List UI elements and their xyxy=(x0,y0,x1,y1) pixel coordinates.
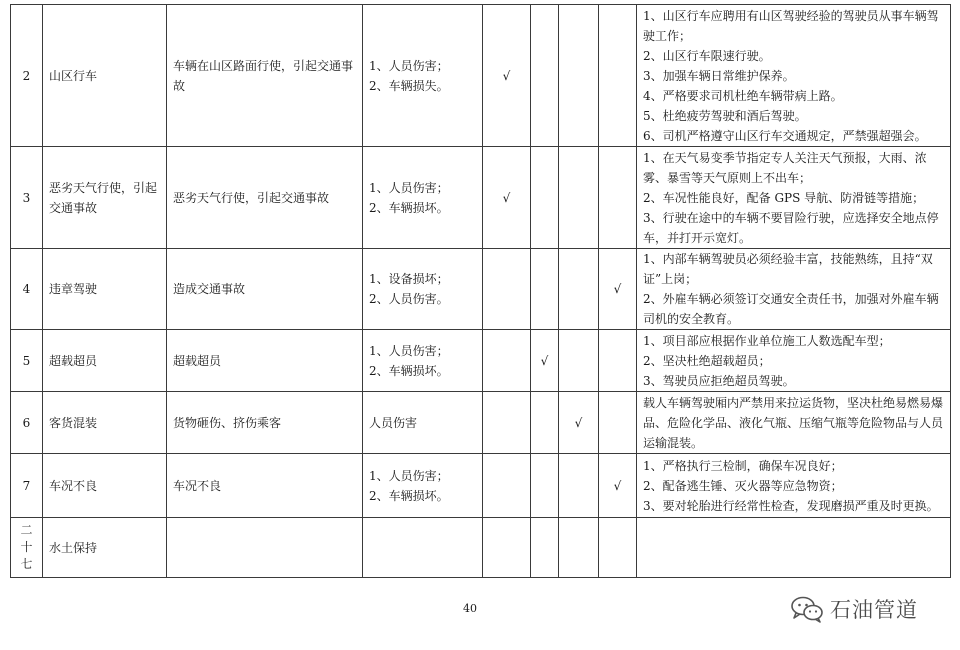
consequence: 车况不良 xyxy=(167,454,363,518)
hazard-name: 恶劣天气行使，引起交通事故 xyxy=(43,147,167,249)
empty-cell xyxy=(599,518,637,578)
risk-level-check xyxy=(599,5,637,147)
watermark-text: 石油管道 xyxy=(830,598,918,622)
table-row xyxy=(11,147,951,249)
risk-level-check xyxy=(483,392,531,454)
consequence: 恶劣天气行使，引起交通事故 xyxy=(167,147,363,249)
risk-level-check xyxy=(531,5,559,147)
risk-level-check: √ xyxy=(599,454,637,518)
empty-cell xyxy=(167,518,363,578)
risk-level-check xyxy=(599,392,637,454)
harm-list xyxy=(363,392,483,454)
measure-item: 4、严格要求司机杜绝车辆带病上路。 xyxy=(643,88,843,103)
risk-level-check xyxy=(483,454,531,518)
consequence: 造成交通事故 xyxy=(167,249,363,330)
harm-item: 1、人员伤害； xyxy=(369,468,449,483)
row-number: 4 xyxy=(11,249,43,330)
table-row xyxy=(11,5,951,147)
empty-cell xyxy=(531,518,559,578)
row-number: 5 xyxy=(11,330,43,392)
measure-item: 2、山区行车限速行驶。 xyxy=(643,48,771,63)
hazard-name: 车况不良 xyxy=(43,454,167,518)
measure-item: 1、严格执行三检制，确保车况良好； xyxy=(643,458,843,473)
empty-cell xyxy=(559,518,599,578)
risk-level-check xyxy=(599,147,637,249)
measure-item: 2、坚决杜绝超载超员； xyxy=(643,353,771,368)
row-number: 3 xyxy=(11,147,43,249)
page-number: 40 xyxy=(463,602,477,615)
harm-list xyxy=(363,147,483,249)
empty-cell xyxy=(363,518,483,578)
risk-level-check: √ xyxy=(559,392,599,454)
consequence: 超载超员 xyxy=(167,330,363,392)
risk-level-check xyxy=(531,147,559,249)
control-measures xyxy=(637,330,951,392)
risk-level-check xyxy=(559,5,599,147)
harm-item: 2、车辆损失。 xyxy=(369,78,449,93)
hazard-name: 山区行车 xyxy=(43,5,167,147)
harm-item: 1、设备损坏； xyxy=(369,272,449,286)
harm-item: 2、车辆损坏。 xyxy=(369,488,449,503)
empty-cell xyxy=(637,518,951,578)
control-measures xyxy=(637,147,951,249)
row-number: 2 xyxy=(11,5,43,147)
table-row xyxy=(11,330,951,392)
measure-item: 2、车况性能良好，配备 GPS 导航、防滑链等措施； xyxy=(643,190,925,205)
control-measures xyxy=(637,454,951,518)
row-number: 7 xyxy=(11,454,43,518)
risk-level-check xyxy=(531,249,559,330)
measure-item: 5、杜绝疲劳驾驶和酒后驾驶。 xyxy=(643,108,807,123)
harm-item: 人员伤害 xyxy=(369,415,418,430)
measure-item: 1、山区行车应聘用有山区驾驶经验的驾驶员从事车辆驾驶工作； xyxy=(643,8,939,43)
risk-level-check xyxy=(559,454,599,518)
measure-item: 1、在天气易变季节指定专人关注天气预报，大雨、浓雾、暴雪等天气原则上不出车； xyxy=(643,150,927,185)
measure-item: 3、行驶在途中的车辆不要冒险行驶，应选择安全地点停车，并打开示宽灯。 xyxy=(643,210,939,245)
watermark xyxy=(790,594,918,624)
consequence: 货物砸伤、挤伤乘客 xyxy=(167,392,363,454)
measure-item: 6、司机严格遵守山区行车交通规定，严禁强超强会。 xyxy=(643,128,927,143)
risk-level-check xyxy=(559,147,599,249)
harm-item: 2、人员伤害。 xyxy=(369,292,449,306)
harm-item: 1、人员伤害； xyxy=(369,180,449,195)
risk-level-check xyxy=(559,330,599,392)
hazard-name: 违章驾驶 xyxy=(43,249,167,330)
section-title: 水土保持 xyxy=(43,518,167,578)
empty-cell xyxy=(483,518,531,578)
hazard-name: 超载超员 xyxy=(43,330,167,392)
measure-item: 3、加强车辆日常维护保养。 xyxy=(643,68,795,83)
measure-item: 2、配备逃生锤、灭火器等应急物资； xyxy=(643,478,843,493)
harm-list xyxy=(363,330,483,392)
measure-item: 3、要对轮胎进行经常性检查，发现磨损严重及时更换。 xyxy=(643,498,939,513)
measure-item: 1、内部车辆驾驶员必须经验丰富，技能熟练，且持“双证”上岗； xyxy=(643,252,933,286)
table-row xyxy=(11,454,951,518)
control-measures xyxy=(637,5,951,147)
measure-item: 3、驾驶员应拒绝超员驾驶。 xyxy=(643,373,795,388)
risk-level-check xyxy=(483,330,531,392)
harm-item: 2、车辆损坏。 xyxy=(369,200,449,215)
table-row xyxy=(11,392,951,454)
section-row xyxy=(11,518,951,578)
table-row xyxy=(11,249,951,330)
wechat-icon xyxy=(790,595,824,623)
harm-item: 1、人员伤害； xyxy=(369,343,449,358)
control-measures xyxy=(637,392,951,454)
risk-level-check: √ xyxy=(531,330,559,392)
risk-level-check xyxy=(531,454,559,518)
measure-item: 2、外雇车辆必须签订交通安全责任书，加强对外雇车辆司机的安全教育。 xyxy=(643,292,939,326)
harm-list xyxy=(363,5,483,147)
measure-item: 载人车辆驾驶厢内严禁用来拉运货物，坚决杜绝易燃易爆品、危险化学品、液化气瓶、压缩气瓶等危险物品与人员运输混装。 xyxy=(643,395,944,450)
harm-item: 2、车辆损坏。 xyxy=(369,363,449,378)
harm-item: 1、人员伤害； xyxy=(369,58,449,73)
section-number: 二 十 七 xyxy=(11,518,43,578)
harm-list xyxy=(363,249,483,330)
risk-level-check xyxy=(559,249,599,330)
control-measures xyxy=(637,249,951,330)
measure-item: 1、项目部应根据作业单位施工人数选配车型； xyxy=(643,333,891,348)
hazard-name: 客货混装 xyxy=(43,392,167,454)
risk-level-check: √ xyxy=(483,147,531,249)
risk-level-check: √ xyxy=(483,5,531,147)
consequence: 车辆在山区路面行使，引起交通事故 xyxy=(167,5,363,147)
risk-level-check xyxy=(483,249,531,330)
row-number: 6 xyxy=(11,392,43,454)
harm-list xyxy=(363,454,483,518)
risk-level-check xyxy=(599,330,637,392)
risk-level-check xyxy=(531,392,559,454)
risk-level-check: √ xyxy=(599,249,637,330)
risk-assessment-table xyxy=(10,4,951,578)
